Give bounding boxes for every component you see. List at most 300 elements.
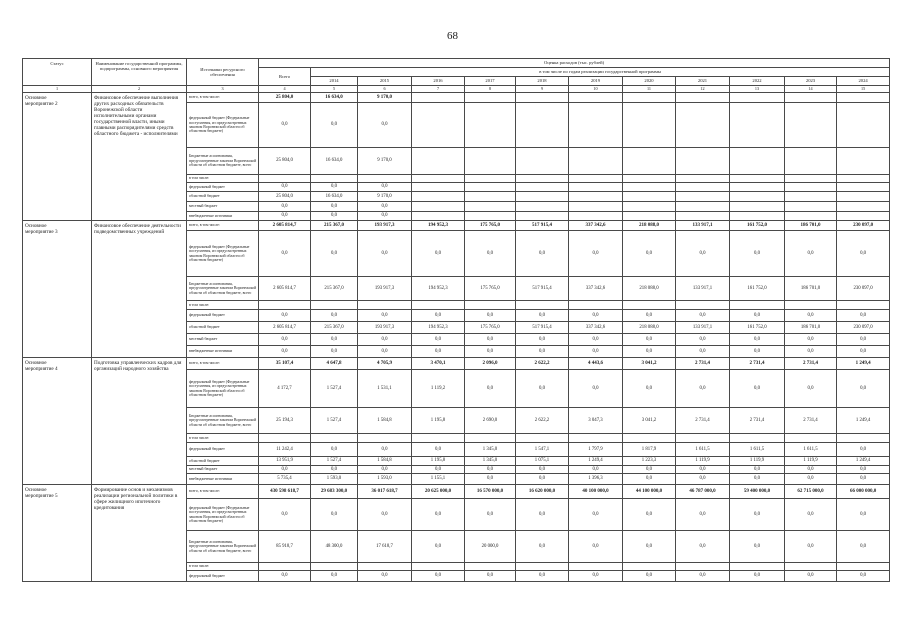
year-value-cell: 0,0 [465, 466, 516, 474]
year-value-cell: 133 917,1 [676, 221, 730, 231]
year-value-cell: 0,0 [676, 571, 730, 582]
year-value-cell: 2 731,4 [676, 408, 730, 434]
year-value-cell: 0,0 [623, 310, 676, 322]
year-value-cell [785, 301, 837, 310]
year-value-cell [516, 563, 569, 571]
year-value-cell: 3 041,2 [623, 358, 676, 370]
year-value-cell [358, 175, 412, 183]
funding-source-cell: Бюджетные ассигнования, предусмотренные законом Воронежской области об областном бюджете, всего [187, 148, 259, 175]
funding-source-cell: внебюджетные источники [187, 346, 259, 358]
year-value-cell: 186 701,0 [785, 322, 837, 334]
year-header: 2017 [465, 77, 516, 86]
year-value-cell [730, 434, 785, 443]
year-value-cell: 1 584,8 [358, 457, 412, 466]
year-value-cell: 0,0 [358, 231, 412, 277]
year-value-cell [465, 434, 516, 443]
year-value-cell [730, 103, 785, 148]
year-value-cell: 2 731,4 [730, 408, 785, 434]
year-value-cell: 133 917,1 [676, 322, 730, 334]
year-value-cell [837, 301, 890, 310]
year-value-cell [516, 212, 569, 221]
years-group-header: в том числе по годам реализации государственной программы [311, 68, 890, 77]
year-value-cell [569, 103, 623, 148]
year-value-cell: 0,0 [730, 499, 785, 531]
year-value-cell [837, 148, 890, 175]
year-value-cell: 0,0 [785, 466, 837, 474]
total-value-cell: 430 598 618,7 [259, 485, 311, 499]
year-value-cell: 0,0 [358, 183, 412, 192]
year-value-cell: 0,0 [837, 466, 890, 474]
total-value-cell: 0,0 [259, 571, 311, 582]
year-value-cell: 337 342,6 [569, 322, 623, 334]
year-value-cell [358, 563, 412, 571]
funding-source-cell: федеральный бюджет (Федеральные поступления, из предусмотренных законом Воронежской области об областном бюджете) [187, 231, 259, 277]
year-value-cell [465, 301, 516, 310]
year-value-cell: 40 100 000,0 [569, 485, 623, 499]
year-value-cell: 161 752,0 [730, 221, 785, 231]
column-number: 14 [785, 86, 837, 93]
year-value-cell: 1 155,1 [412, 474, 465, 485]
year-value-cell [837, 183, 890, 192]
year-value-cell [623, 212, 676, 221]
year-value-cell: 218 088,0 [623, 322, 676, 334]
year-value-cell: 0,0 [676, 474, 730, 485]
total-value-cell: 0,0 [259, 231, 311, 277]
year-value-cell: 0,0 [465, 346, 516, 358]
year-value-cell: 20 000,0 [465, 531, 516, 563]
total-value-cell: 35 107,4 [259, 358, 311, 370]
year-value-cell: 0,0 [311, 499, 358, 531]
year-value-cell: 0,0 [516, 499, 569, 531]
year-value-cell: 0,0 [623, 499, 676, 531]
year-value-cell [676, 183, 730, 192]
column-number: 10 [569, 86, 623, 93]
year-value-cell [785, 183, 837, 192]
year-value-cell [465, 192, 516, 202]
year-value-cell: 0,0 [516, 474, 569, 485]
funding-source-cell: всего, в том числе: [187, 221, 259, 231]
year-value-cell [730, 93, 785, 103]
year-value-cell [311, 301, 358, 310]
year-value-cell: 0,0 [730, 571, 785, 582]
year-value-cell [785, 93, 837, 103]
year-value-cell: 0,0 [412, 443, 465, 457]
year-value-cell [465, 148, 516, 175]
column-number: 7 [412, 86, 465, 93]
year-value-cell: 0,0 [676, 346, 730, 358]
year-value-cell [623, 148, 676, 175]
year-value-cell: 0,0 [516, 571, 569, 582]
year-value-cell [412, 301, 465, 310]
year-value-cell: 215 367,0 [311, 322, 358, 334]
year-value-cell: 186 701,0 [785, 221, 837, 231]
year-value-cell: 2 096,0 [465, 358, 516, 370]
year-value-cell: 230 097,0 [837, 322, 890, 334]
year-value-cell [412, 93, 465, 103]
year-value-cell: 66 000 000,0 [837, 485, 890, 499]
year-value-cell [676, 175, 730, 183]
year-value-cell: 0,0 [837, 346, 890, 358]
year-value-cell: 215 367,0 [311, 221, 358, 231]
year-value-cell: 0,0 [785, 499, 837, 531]
year-value-cell: 193 917,3 [358, 221, 412, 231]
year-value-cell: 3 047,3 [569, 408, 623, 434]
year-value-cell: 0,0 [785, 310, 837, 322]
year-value-cell: 0,0 [465, 310, 516, 322]
year-value-cell: 0,0 [516, 531, 569, 563]
year-value-cell: 161 752,0 [730, 277, 785, 301]
year-value-cell [785, 202, 837, 212]
year-value-cell: 2 622,2 [516, 408, 569, 434]
funding-source-cell: местный бюджет [187, 334, 259, 346]
year-value-cell: 0,0 [623, 231, 676, 277]
activity-name: Финансовое обеспечение деятельности подведомственных учреждений [94, 223, 181, 235]
year-value-cell [676, 434, 730, 443]
total-value-cell: 0,0 [259, 334, 311, 346]
section-total-row [23, 221, 890, 231]
year-value-cell: 1 119,9 [730, 457, 785, 466]
year-value-cell [623, 175, 676, 183]
year-value-cell: 1 611,5 [676, 443, 730, 457]
year-header: 2024 [837, 77, 890, 86]
status-cell [23, 221, 92, 358]
year-value-cell [465, 563, 516, 571]
column-number: 12 [676, 86, 730, 93]
column-number: 3 [187, 86, 259, 93]
year-header: 2014 [311, 77, 358, 86]
year-value-cell [516, 103, 569, 148]
funding-source-cell: федеральный бюджет (Федеральные поступления, из предусмотренных законом Воронежской области об областном бюджете) [187, 370, 259, 408]
column-number: 15 [837, 86, 890, 93]
year-value-cell [465, 103, 516, 148]
year-value-cell: 0,0 [785, 531, 837, 563]
year-value-cell: 0,0 [676, 531, 730, 563]
year-value-cell: 16 620 000,0 [516, 485, 569, 499]
year-value-cell: 0,0 [465, 474, 516, 485]
column-numbers-row [23, 86, 890, 93]
year-value-cell [358, 301, 412, 310]
year-value-cell: 0,0 [516, 334, 569, 346]
year-value-cell: 0,0 [785, 346, 837, 358]
funding-source-cell: Бюджетные ассигнования, предусмотренные законом Воронежской области об областном бюджете, всего [187, 408, 259, 434]
funding-source-cell: федеральный бюджет [187, 183, 259, 192]
activity-name: Формирование основ и механизмов реализации региональной политики в сфере жилищного ипотечного кредитования [94, 487, 178, 511]
year-value-cell: 0,0 [358, 103, 412, 148]
funding-source-cell: федеральный бюджет [187, 310, 259, 322]
year-value-cell: 0,0 [412, 466, 465, 474]
year-value-cell: 0,0 [412, 310, 465, 322]
year-value-cell: 0,0 [516, 310, 569, 322]
status-label: Основное мероприятие 5 [25, 487, 58, 499]
year-value-cell: 0,0 [785, 474, 837, 485]
year-value-cell [676, 301, 730, 310]
year-value-cell [516, 148, 569, 175]
year-value-cell: 0,0 [311, 183, 358, 192]
year-value-cell [676, 93, 730, 103]
year-value-cell: 0,0 [311, 466, 358, 474]
status-cell [23, 93, 92, 221]
year-value-cell: 0,0 [837, 571, 890, 582]
year-value-cell: 0,0 [311, 212, 358, 221]
year-value-cell: 175 765,0 [465, 322, 516, 334]
total-value-cell: 25 194,3 [259, 408, 311, 434]
funding-source-cell: всего, в том числе: [187, 93, 259, 103]
year-value-cell [516, 93, 569, 103]
year-value-cell: 161 752,0 [730, 322, 785, 334]
year-value-cell: 0,0 [358, 443, 412, 457]
total-value-cell: 5 735,4 [259, 474, 311, 485]
status-label: Основное мероприятие 4 [25, 360, 58, 372]
year-value-cell [311, 434, 358, 443]
funding-source-cell: внебюджетные источники [187, 474, 259, 485]
year-value-cell: 1 249,4 [837, 358, 890, 370]
year-value-cell [785, 212, 837, 221]
year-value-cell: 0,0 [412, 571, 465, 582]
year-value-cell: 0,0 [676, 499, 730, 531]
year-value-cell: 2 731,4 [785, 408, 837, 434]
year-value-cell [837, 103, 890, 148]
year-value-cell: 1 817,9 [623, 443, 676, 457]
year-value-cell: 1 797,9 [569, 443, 623, 457]
funding-source-cell: местный бюджет [187, 466, 259, 474]
year-value-cell: 0,0 [569, 531, 623, 563]
year-value-cell: 1 593,0 [358, 474, 412, 485]
total-value-cell: 2 605 814,7 [259, 221, 311, 231]
year-value-cell: 517 915,4 [516, 221, 569, 231]
funding-source-cell: Бюджетные ассигнования, предусмотренные законом Воронежской области об областном бюджете, всего [187, 531, 259, 563]
year-header: 2016 [412, 77, 465, 86]
year-value-cell [516, 175, 569, 183]
year-value-cell [837, 175, 890, 183]
year-header: 2023 [785, 77, 837, 86]
year-value-cell [412, 434, 465, 443]
year-header: 2018 [516, 77, 569, 86]
year-value-cell: 0,0 [465, 499, 516, 531]
year-value-cell: 17 618,7 [358, 531, 412, 563]
year-value-cell: 0,0 [837, 443, 890, 457]
year-value-cell [730, 202, 785, 212]
funding-source-cell: областной бюджет [187, 322, 259, 334]
year-value-cell [569, 301, 623, 310]
year-value-cell: 193 917,3 [358, 277, 412, 301]
year-value-cell: 0,0 [676, 231, 730, 277]
year-value-cell [569, 192, 623, 202]
status-column-header: Статус [23, 59, 92, 86]
total-value-cell: 25 804,0 [259, 93, 311, 103]
year-value-cell: 0,0 [358, 212, 412, 221]
year-value-cell: 0,0 [358, 499, 412, 531]
column-number: 13 [730, 86, 785, 93]
year-value-cell [412, 175, 465, 183]
year-value-cell [412, 202, 465, 212]
total-value-cell: 2 605 814,7 [259, 277, 311, 301]
year-value-cell [569, 93, 623, 103]
total-value-cell: 0,0 [259, 346, 311, 358]
year-value-cell [569, 183, 623, 192]
year-value-cell [465, 93, 516, 103]
year-value-cell: 0,0 [311, 443, 358, 457]
total-value-cell: 11 242,4 [259, 443, 311, 457]
year-value-cell [412, 103, 465, 148]
total-value-cell: 0,0 [259, 212, 311, 221]
year-value-cell: 16 634,0 [311, 192, 358, 202]
year-value-cell [837, 434, 890, 443]
year-value-cell [516, 202, 569, 212]
year-value-cell: 218 088,0 [623, 277, 676, 301]
year-value-cell [412, 148, 465, 175]
year-value-cell [837, 93, 890, 103]
funding-source-cell: всего, в том числе: [187, 485, 259, 499]
year-value-cell [311, 563, 358, 571]
year-value-cell: 175 765,0 [465, 277, 516, 301]
year-value-cell: 0,0 [785, 571, 837, 582]
year-header: 2019 [569, 77, 623, 86]
year-value-cell: 0,0 [412, 499, 465, 531]
year-value-cell [676, 148, 730, 175]
year-value-cell: 0,0 [569, 310, 623, 322]
column-number: 11 [623, 86, 676, 93]
year-value-cell [465, 175, 516, 183]
year-value-cell [516, 192, 569, 202]
year-value-cell: 16 634,0 [311, 93, 358, 103]
year-value-cell [569, 434, 623, 443]
year-value-cell [465, 183, 516, 192]
year-value-cell [569, 175, 623, 183]
year-value-cell: 0,0 [358, 202, 412, 212]
section-total-row [23, 485, 890, 499]
year-value-cell: 1 195,8 [412, 408, 465, 434]
year-value-cell: 0,0 [358, 310, 412, 322]
year-value-cell: 230 097,0 [837, 221, 890, 231]
year-value-cell: 0,0 [465, 334, 516, 346]
year-value-cell: 0,0 [569, 499, 623, 531]
year-header: 2021 [676, 77, 730, 86]
sources-column-header: Источники ресурсного обеспечения [187, 59, 259, 86]
year-value-cell: 194 952,3 [412, 221, 465, 231]
activity-name-cell [92, 93, 187, 221]
year-value-cell [785, 175, 837, 183]
total-value-cell: 0,0 [259, 310, 311, 322]
section-total-row [23, 93, 890, 103]
year-value-cell: 1 531,1 [358, 370, 412, 408]
year-value-cell [465, 202, 516, 212]
year-value-cell [785, 563, 837, 571]
budget-table [22, 58, 890, 582]
year-value-cell: 1 547,1 [516, 443, 569, 457]
year-value-cell: 0,0 [358, 466, 412, 474]
year-value-cell: 517 915,4 [516, 277, 569, 301]
year-value-cell: 175 765,0 [465, 221, 516, 231]
year-value-cell [837, 563, 890, 571]
year-value-cell: 0,0 [412, 346, 465, 358]
year-value-cell: 0,0 [311, 571, 358, 582]
year-value-cell: 0,0 [837, 370, 890, 408]
status-label: Основное мероприятие 2 [25, 95, 58, 107]
year-value-cell [623, 183, 676, 192]
total-value-cell: 0,0 [259, 202, 311, 212]
name-column-header: Наименование государственной программы, подпрограммы, основного мероприятия [92, 59, 187, 86]
funding-source-cell: в том числе: [187, 434, 259, 443]
total-value-cell [259, 434, 311, 443]
year-value-cell: 0,0 [412, 334, 465, 346]
year-value-cell: 0,0 [311, 334, 358, 346]
year-value-cell [569, 212, 623, 221]
year-value-cell: 0,0 [676, 334, 730, 346]
year-header: 2020 [623, 77, 676, 86]
year-value-cell: 230 097,0 [837, 277, 890, 301]
year-value-cell [837, 202, 890, 212]
year-value-cell: 16 634,0 [311, 148, 358, 175]
year-value-cell: 1 527,4 [311, 457, 358, 466]
year-value-cell: 133 917,1 [676, 277, 730, 301]
year-value-cell: 1 345,0 [465, 457, 516, 466]
year-value-cell: 0,0 [311, 202, 358, 212]
year-value-cell: 4 443,6 [569, 358, 623, 370]
year-value-cell: 2 731,4 [785, 358, 837, 370]
year-value-cell: 0,0 [676, 370, 730, 408]
year-value-cell [569, 202, 623, 212]
year-value-cell: 1 345,0 [465, 443, 516, 457]
total-value-cell: 2 605 814,7 [259, 322, 311, 334]
year-value-cell [516, 183, 569, 192]
year-value-cell: 1 611,5 [730, 443, 785, 457]
year-value-cell: 0,0 [730, 310, 785, 322]
year-value-cell: 0,0 [516, 346, 569, 358]
year-value-cell: 0,0 [623, 370, 676, 408]
year-value-cell [676, 103, 730, 148]
year-value-cell: 0,0 [676, 466, 730, 474]
year-value-cell: 0,0 [837, 474, 890, 485]
year-value-cell [730, 301, 785, 310]
column-number: 9 [516, 86, 569, 93]
total-value-cell: 0,0 [259, 103, 311, 148]
year-value-cell: 46 787 000,0 [676, 485, 730, 499]
column-number: 5 [311, 86, 358, 93]
column-number: 2 [92, 86, 187, 93]
year-value-cell [730, 192, 785, 202]
year-value-cell: 1 593,0 [311, 474, 358, 485]
year-value-cell [676, 212, 730, 221]
funding-source-cell: областной бюджет [187, 192, 259, 202]
year-value-cell: 48 300,0 [311, 531, 358, 563]
year-value-cell: 3 470,1 [412, 358, 465, 370]
year-value-cell: 1 249,4 [569, 457, 623, 466]
year-value-cell: 0,0 [730, 531, 785, 563]
year-value-cell: 2 690,0 [465, 408, 516, 434]
year-value-cell: 0,0 [623, 334, 676, 346]
funding-source-cell: в том числе: [187, 175, 259, 183]
year-value-cell: 0,0 [465, 231, 516, 277]
year-value-cell [623, 93, 676, 103]
total-value-cell: 0,0 [259, 466, 311, 474]
year-value-cell: 0,0 [730, 474, 785, 485]
year-value-cell [676, 192, 730, 202]
year-value-cell: 1 119,2 [412, 370, 465, 408]
year-value-cell [412, 212, 465, 221]
year-value-cell: 0,0 [412, 531, 465, 563]
year-value-cell: 0,0 [837, 499, 890, 531]
year-value-cell: 9 170,0 [358, 148, 412, 175]
year-value-cell: 0,0 [358, 334, 412, 346]
total-value-cell: 25 804,0 [259, 148, 311, 175]
year-value-cell [623, 301, 676, 310]
year-value-cell: 0,0 [465, 370, 516, 408]
total-column-header: Всего [259, 68, 311, 86]
year-value-cell: 215 367,0 [311, 277, 358, 301]
year-value-cell: 0,0 [311, 310, 358, 322]
year-value-cell [785, 103, 837, 148]
year-value-cell [516, 301, 569, 310]
